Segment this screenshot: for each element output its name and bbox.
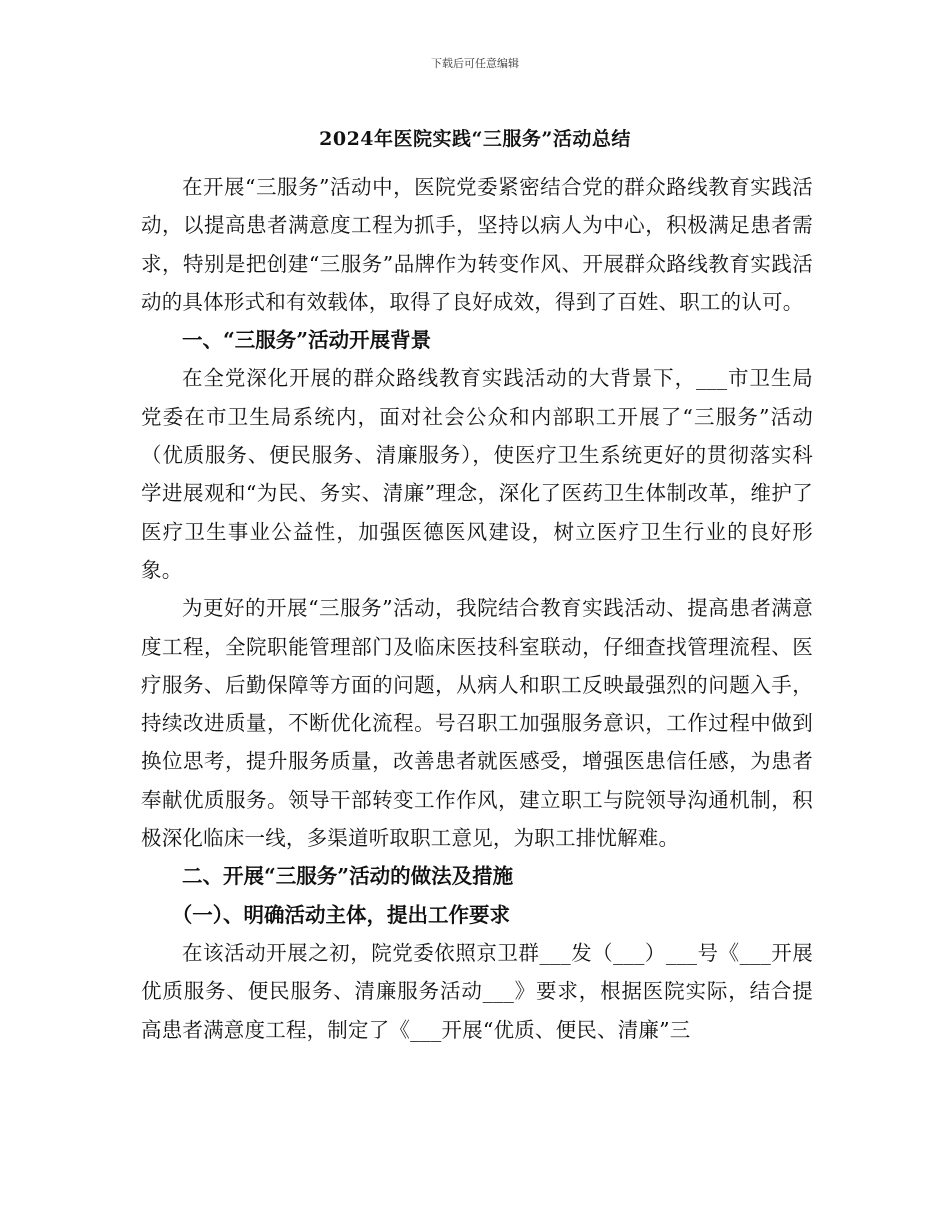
header-note: 下载后可任意编辑 — [431, 57, 519, 70]
paragraph-intro: 在开展“三服务”活动中，医院党委紧密结合党的群众路线教育实践活动，以提高患者满意度工程为抓手，坚持以病人为中心，积极满足患者需求，特别是把创建“三服务”品牌作为转变作风、开展群众路线教育实践活动的具体形式和有效载体，取得了良好成效，得到了百姓、职工的认可。 — [141, 175, 813, 314]
paragraph-background: 在全党深化开展的群众路线教育实践活动的大背景下，___市卫生局党委在市卫生局系统内，面对社会公众和内部职工开展了“三服务”活动（优质服务、便民服务、清廉服务），使医疗卫生系统更好的贯彻落实科学进展观和“为民、务实、清廉”理念，深化了医药卫生体制改革，维护了医疗卫生事业公益性，加强医德医风建设，树立医疗卫生行业的良好形象。 — [141, 366, 813, 582]
section-heading-background: 一、“三服务”活动开展背景 — [182, 328, 432, 353]
document-title: 2024年医院实践“三服务”活动总结 — [319, 128, 631, 150]
paragraph-approach: 为更好的开展“三服务”活动，我院结合教育实践活动、提高患者满意度工程，全院职能管理部门及临床医技科室联动，仔细查找管理流程、医疗服务、后勤保障等方面的问题，从病人和职工反映最强烈的问题入手，持续改进质量，不断优化流程。号召职工加强服务意识，工作过程中做到换位思考，提升服务质量，改善患者就医感受，增强医患信任感，为患者奉献优质服务。领导干部转变工作作风，建立职工与院领导沟通机制，积极深化临床一线，多渠道听取职工意见，为职工排忧解难。 — [141, 596, 813, 851]
section-heading-measures: 二、开展“三服务”活动的做法及措施 — [182, 864, 514, 889]
paragraph-subject: 在该活动开展之初，院党委依照京卫群___发（___）___号《___开展优质服务、便民服务、清廉服务活动___》要求，根据医院实际，结合提高患者满意度工程，制定了《___开展“优质、便民、清廉”三 — [141, 940, 813, 1042]
subsection-heading-subject: （一）、明确活动主体，提出工作要求 — [171, 902, 510, 927]
document-body — [141, 168, 813, 1049]
